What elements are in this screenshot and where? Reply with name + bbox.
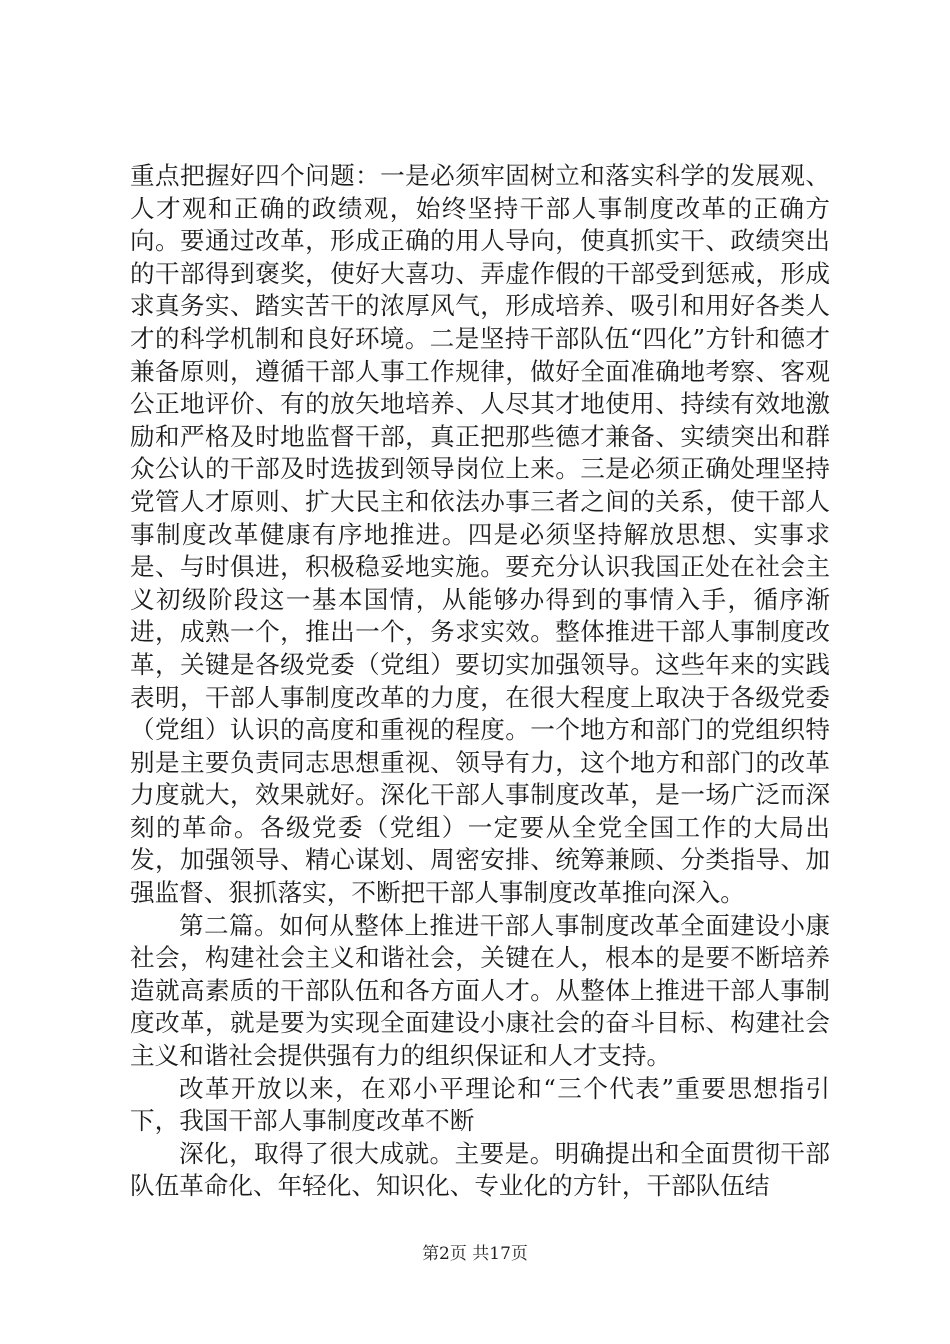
paragraph-reform-intro: 改革开放以来，在邓小平理论和“三个代表”重要思想指引下，我国干部人事制度改革不断 — [130, 1073, 830, 1136]
paragraph-reform-achievements: 深化，取得了很大成就。主要是。明确提出和全面贯彻干部队伍革命化、年轻化、知识化、专业化的方针，干部队伍结 — [130, 1138, 830, 1201]
page-number-footer: 第2页 共17页 — [422, 1244, 528, 1264]
paragraph-second-article: 第二篇。如何从整体上推进干部人事制度改革全面建设小康社会，构建社会主义和谐社会，关键在人，根本的是要不断培养造就高素质的干部队伍和各方面人才。从整体上推进干部人事制度改革，就是要为实现全面建设小康社会的奋斗目标、构建社会主义和谐社会提供强有力的组织保证和人才支持。 — [130, 910, 830, 1071]
document-body — [130, 160, 830, 1203]
paragraph-continued: 重点把握好四个问题：一是必须牢固树立和落实科学的发展观、人才观和正确的政绩观，始终坚持干部人事制度改革的正确方向。要通过改革，形成正确的用人导向，使真抓实干、政绩突出的干部得到褒奖，使好大喜功、弄虚作假的干部受到惩戒，形成求真务实、踏实苦干的浓厚风气，形成培养、吸引和用好各类人才的科学机制和良好环境。二是坚持干部队伍“四化”方针和德才兼备原则，遵循干部人事工作规律，做好全面准确地考察、客观公正地评价、有的放矢地培养、人尽其才地使用、持续有效地激励和严格及时地监督干部，真正把那些德才兼备、实绩突出和群众公认的干部及时选拔到领导岗位上来。三是必须正确处理坚持党管人才原则、扩大民主和依法办事三者之间的关系，使干部人事制度改革健康有序地推进。四是必须坚持解放思想、实事求是、与时俱进，积极稳妥地实施。要充分认识我国正处在社会主义初级阶段这一基本国情，从能够办得到的事情入手，循序渐进，成熟一个，推出一个，务求实效。整体推进干部人事制度改革，关键是各级党委（党组）要切实加强领导。这些年来的实践表明，干部人事制度改革的力度，在很大程度上取决于各级党委（党组）认识的高度和重视的程度。一个地方和部门的党组织特别是主要负责同志思想重视、领导有力，这个地方和部门的改革力度就大，效果就好。深化干部人事制度改革，是一场广泛而深刻的革命。各级党委（党组）一定要从全党全国工作的大局出发，加强领导、精心谋划、周密安排、统筹兼顾、分类指导、加强监督、狠抓落实，不断把干部人事制度改革推向深入。 — [130, 161, 830, 908]
